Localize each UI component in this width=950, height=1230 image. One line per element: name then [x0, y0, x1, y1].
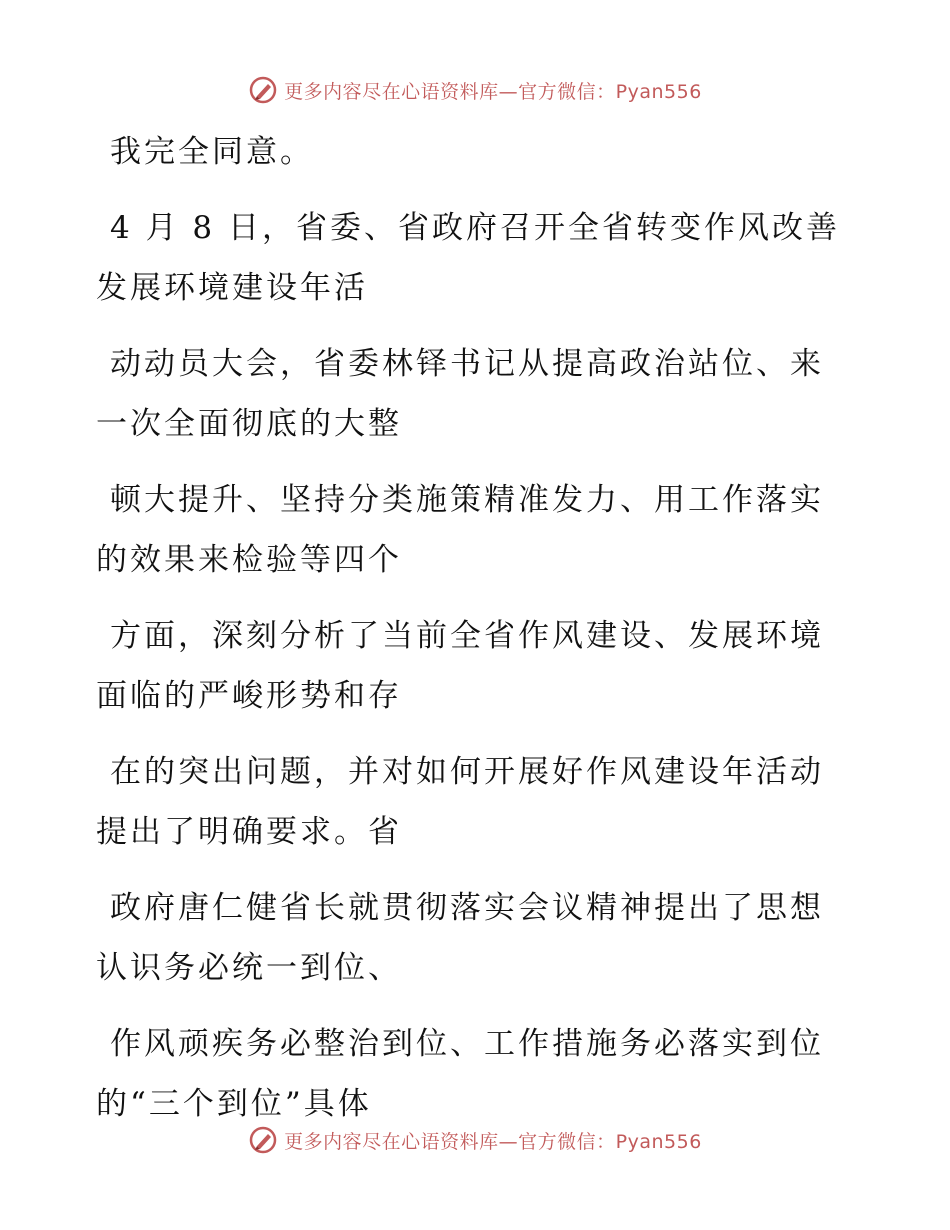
text-line: 方面，深刻分析了当前全省作风建设、发展环境 [110, 618, 824, 654]
paragraph [96, 606, 836, 726]
pen-logo-icon [248, 75, 278, 105]
text-line: 面临的严峻形势和存 [96, 678, 402, 714]
pen-logo-icon [248, 1125, 278, 1155]
text-line: 在的突出问题，并对如何开展好作风建设年活动 [110, 754, 824, 790]
paragraph [96, 742, 836, 862]
text-line: 的效果来检验等四个 [96, 542, 402, 578]
text-line: 发展环境建设年活 [96, 270, 368, 306]
text-line: 4 月 8 日，省委、省政府召开全省转变作风改善 [110, 210, 841, 246]
paragraph [96, 470, 836, 590]
watermark-text: 更多内容尽在心语资料库—官方微信：Pyan556 [284, 1130, 702, 1153]
paragraph [96, 122, 836, 182]
text-line: 的“三个到位”具体 [96, 1086, 372, 1122]
text-line: 我完全同意。 [110, 134, 314, 170]
text-line: 政府唐仁健省长就贯彻落实会议精神提出了思想 [110, 890, 824, 926]
text-line: 作风顽疾务必整治到位、工作措施务必落实到位 [110, 1026, 824, 1062]
paragraph [96, 198, 841, 318]
paragraph [96, 334, 836, 454]
paragraph [96, 878, 836, 998]
text-line: 顿大提升、坚持分类施策精准发力、用工作落实 [110, 482, 824, 518]
watermark-text: 更多内容尽在心语资料库—官方微信：Pyan556 [284, 80, 702, 103]
text-line: 动动员大会，省委林铎书记从提高政治站位、来 [110, 346, 824, 382]
text-line: 认识务必统一到位、 [96, 950, 402, 986]
paragraph [96, 1014, 836, 1134]
text-line: 一次全面彻底的大整 [96, 406, 402, 442]
document-body [96, 122, 841, 1150]
text-line: 提出了明确要求。省 [96, 814, 402, 850]
header-watermark [0, 70, 950, 110]
footer-watermark [0, 1120, 950, 1160]
